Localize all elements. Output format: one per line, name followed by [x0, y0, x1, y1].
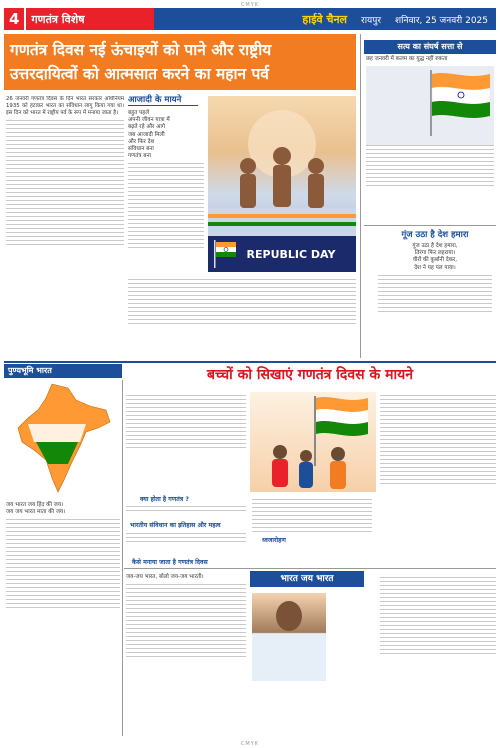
main-headline-line2: उत्तरदायित्वों को आत्मसात करने का महान पर्व — [10, 65, 269, 83]
text-placeholder — [128, 163, 204, 248]
poem-line: जय जय भारत माता की जय। — [6, 509, 66, 516]
poem-goonj — [378, 243, 492, 315]
freedom-fighters-illustration — [208, 96, 356, 236]
kids-subhead-history: भारतीय संविधान का इतिहास और महत्व — [130, 522, 221, 529]
main-article-lead: 26 जनवरी गणतंत्र दिवस के दिन भारत सरकार अधिनियम 1935 को हटाकर भारत का संविधान लागू किया गया था। इस दिन को भारत में राष्ट्रीय पर्व के रूप में मनाया जाता है। — [6, 96, 124, 116]
india-map-illustration — [6, 380, 120, 496]
poem-line: जय-जय भारत, बोलो जय-जय भारती। — [126, 574, 204, 580]
kids-article-body — [126, 392, 246, 492]
poem-line: गूंज उठा है देश हमारा, — [412, 243, 458, 249]
print-mark-bottom: CMYK — [240, 741, 260, 747]
section-tag — [4, 8, 154, 30]
children-with-flag-illustration — [250, 392, 376, 492]
india-map-icon — [6, 380, 120, 496]
poem-aazadi — [128, 110, 204, 251]
poem-line: जब आजादी मिली — [128, 131, 165, 138]
column-divider — [360, 34, 361, 358]
author-photo — [252, 593, 326, 681]
poem-bharat-left — [126, 574, 246, 660]
india-flag-icon — [212, 240, 238, 268]
poem-line: अपनी जीवन यात्रा में — [128, 117, 170, 124]
section-name: गणतंत्र विशेष — [31, 12, 85, 26]
issue-date: शनिवार, 25 जनवरी 2025 — [395, 15, 488, 26]
text-placeholder — [380, 577, 496, 654]
poem-goonj-title: गूंज उठा है देश हमारा — [401, 230, 469, 240]
republic-day-text: REPUBLIC DAY — [246, 247, 336, 261]
text-placeholder — [378, 275, 492, 312]
kids-subhead-flag-hoisting: ध्वजारोहण — [262, 537, 286, 544]
poem-bharat-right — [380, 574, 496, 657]
bharat-jai-title: भारत जय भारत — [250, 571, 364, 587]
waving-flag-icon — [366, 66, 494, 138]
main-headline — [4, 34, 356, 90]
kids-article-body — [252, 496, 372, 566]
kids-subhead-what: क्या होता है गणतंत्र ? — [140, 496, 189, 503]
page-header — [4, 8, 496, 30]
kids-subhead-celebration: कैसे मनाया जाता है गणतंत्र दिवस — [132, 559, 208, 566]
brand-name: हाईवे चैनल — [302, 12, 348, 26]
city-name: रायपुर — [361, 15, 382, 26]
sidebar-subtitle: छह जनवरी में कलम का युद्ध नहीं रुकता — [366, 56, 448, 62]
sidebar-poem — [366, 142, 494, 222]
poem-line: जय भारत जय हिंद की जय। — [6, 502, 64, 508]
poem-line: बहुत पहले — [128, 110, 150, 116]
section-divider — [4, 361, 496, 363]
avatar — [276, 601, 302, 631]
poem-line: और फिर देश — [128, 138, 155, 145]
text-placeholder — [6, 519, 120, 608]
kids-flag-illustration — [250, 392, 376, 492]
purnbhumi-title: पुण्यभूमि भारत — [4, 364, 122, 378]
text-placeholder — [6, 120, 124, 245]
print-mark-top: CMYK — [240, 2, 260, 8]
kids-article-body — [380, 392, 496, 566]
main-headline-line1: गणतंत्र दिवस नई ऊंचाइयों को पाने और राष्ट्रीय — [10, 41, 272, 59]
poem-line: तिरंगा फिर लहराया। — [414, 250, 456, 257]
poem-line: गणतंत्र बना — [128, 153, 151, 160]
kids-article-headline: बच्चों को सिखाएं गणतंत्र दिवस के मायने — [207, 367, 413, 383]
column-divider — [122, 380, 123, 736]
poem-line: बढ़ते रहे और आगे — [128, 124, 166, 131]
kids-article-body — [126, 503, 246, 517]
section-divider — [124, 568, 496, 569]
poem-line: वीरों की कुर्बानी देकर, — [412, 257, 458, 264]
kids-article-body — [126, 530, 246, 556]
poem-line: संविधान बना — [128, 146, 154, 153]
main-article-continued — [128, 276, 356, 358]
page-number: 4 — [4, 8, 26, 30]
sidebar-title: सत्य का संघर्ष सत्ता से — [364, 40, 496, 54]
main-article-body — [6, 96, 124, 358]
republic-day-illustration — [208, 96, 356, 236]
section-divider — [364, 225, 496, 226]
text-placeholder — [126, 584, 246, 657]
sidebar-flag-illustration — [366, 66, 494, 146]
republic-day-banner — [208, 236, 356, 272]
masthead-strip — [154, 8, 496, 30]
poem-line: देश ने यह पल पाया। — [414, 264, 456, 271]
poem-purnbhumi — [6, 502, 120, 611]
poem-aazadi-title: आजादी के मायने — [128, 94, 198, 106]
